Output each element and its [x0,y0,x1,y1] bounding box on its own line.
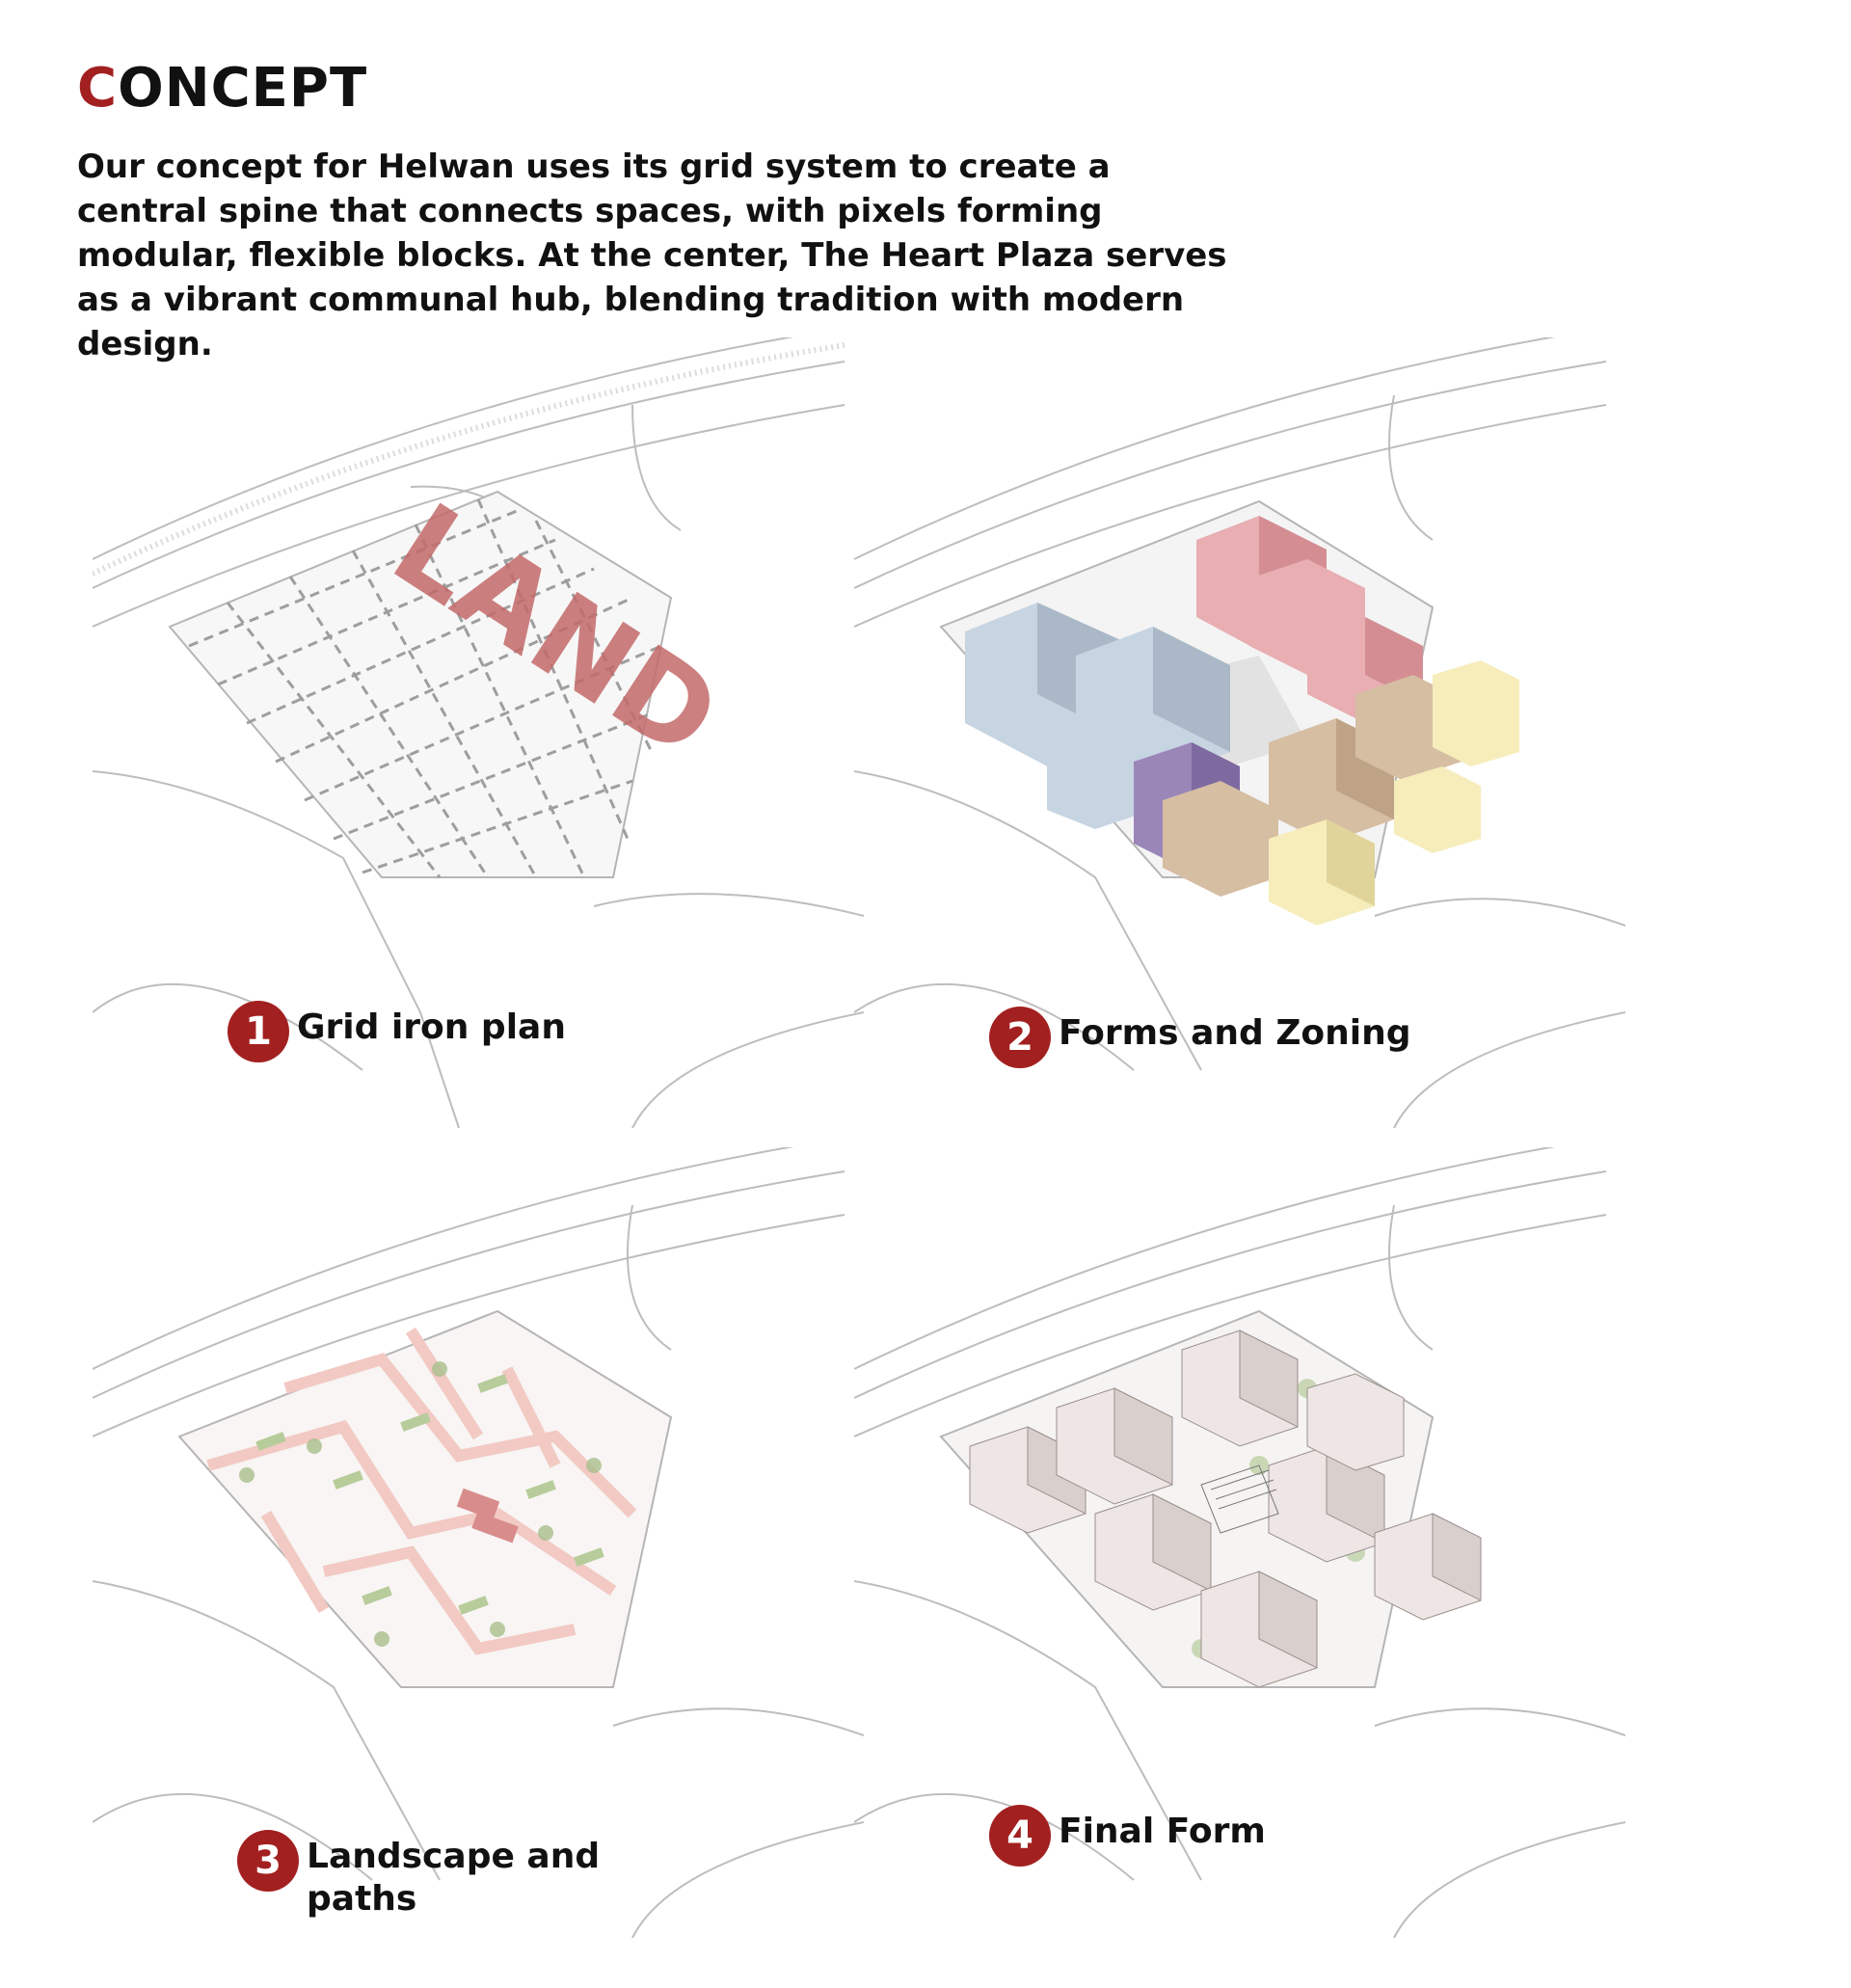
page-title [77,57,368,120]
step-4-label: Final Form [1059,1812,1266,1851]
step-3-label: Landscape and paths [307,1837,601,1919]
panel-final-form [854,1147,1625,1938]
step-4 [989,1805,1266,1867]
panel-grid-iron-plan [93,337,864,1128]
step-3-badge: 3 [237,1830,299,1892]
title-rest: ONCEPT [118,57,368,120]
step-3 [237,1830,600,1921]
panel-landscape-paths [93,1147,864,1938]
panel-forms-zoning [854,337,1625,1128]
step-1-label: Grid iron plan [297,1007,566,1047]
concept-description: Our concept for Helwan uses its grid system to create a central spine that connects spaces, with pixels forming modular, flexible blocks. At the center, The Heart Plaza serves as a vibrant communal hub, blending tradition with modern design. [77,148,1227,363]
step-1 [228,1001,566,1062]
step-2-label: Forms and Zoning [1059,1013,1411,1053]
land-label: LAND [369,478,742,786]
title-first-letter: C [77,57,119,120]
step-2 [989,1007,1411,1068]
site-diagram-landscape [93,1147,864,1938]
step-4-badge: 4 [989,1805,1051,1867]
step-2-badge: 2 [989,1007,1051,1068]
step-1-badge: 1 [228,1001,289,1062]
